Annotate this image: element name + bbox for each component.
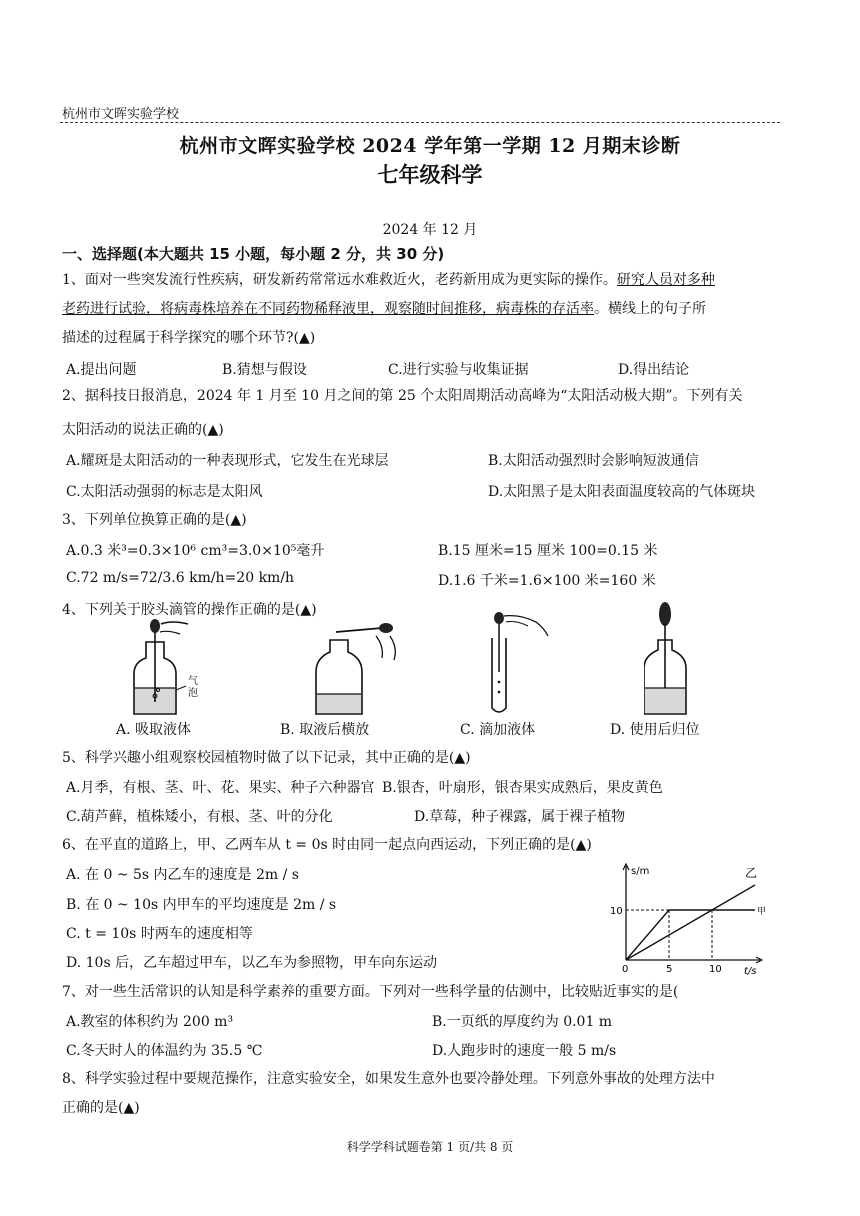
q2-line1: 2、据科技日报消息，2024 年 1 月至 10 月之间的第 25 个太阳周期活动高峰为“太阳活动极大期”。下列有关 xyxy=(62,388,743,404)
series-line-yi xyxy=(626,885,755,960)
q1-underlined-text: 老药进行试验，将病毒株培养在不同药物稀释液里，观察随时间推移，病毒株的存活率 xyxy=(62,301,594,317)
q1-option-c: C.进行实验与收集证据 xyxy=(388,362,529,378)
series-label-yi: 乙 xyxy=(745,866,758,880)
q4-option-b: B. 取液后横放 xyxy=(280,722,370,738)
q4-stem: 4、下列关于胶头滴管的操作正确的是(▲) xyxy=(62,602,317,618)
exam-date: 2024 年 12 月 xyxy=(382,222,478,238)
q4-option-c: C. 滴加液体 xyxy=(460,722,536,738)
x-tick-label: 0 xyxy=(622,964,629,975)
q1-underlined-text: 研究人员对多种 xyxy=(616,272,715,288)
q7-stem: 7、对一些生活常识的认知是科学素养的重要方面。下列对一些科学量的估测中，比较贴近事实的是( xyxy=(62,984,679,1000)
q2-option-c: C.太阳活动强弱的标志是太阳风 xyxy=(66,484,263,500)
q1-text: 。横线上的句子所 xyxy=(594,301,706,317)
q2-line2: 太阳活动的说法正确的(▲) xyxy=(62,422,224,438)
dropper-figure-c xyxy=(486,612,566,718)
school-tag: 杭州市文晖实验学校 xyxy=(62,107,180,122)
q1-line1 xyxy=(62,270,715,290)
q5-option-d: D.草莓，种子裸露，属于裸子植物 xyxy=(414,809,626,825)
q6-option-d: D. 10s 后，乙车超过甲车，以乙车为参照物，甲车向东运动 xyxy=(66,955,438,971)
page-footer: 科学学科试题卷第 1 页/共 8 页 xyxy=(346,1140,514,1154)
bubble-label: 气泡 xyxy=(188,676,198,699)
q2-option-a: A.耀斑是太阳活动的一种表现形式，它发生在光球层 xyxy=(66,453,389,469)
q8-line1: 8、科学实验过程中要规范操作，注意实验安全，如果发生意外也要冷静处理。下列意外事故的处理方法中 xyxy=(62,1071,715,1087)
dropper-figure-d xyxy=(644,600,714,718)
q2-option-d: D.太阳黑子是太阳表面温度较高的气体斑块 xyxy=(488,484,756,500)
q6-option-c: C. t = 10s 时两车的速度相等 xyxy=(66,926,253,942)
q3-option-c: C.72 m/s=72/3.6 km/h=20 km/h xyxy=(66,570,295,586)
dropper-figure-b xyxy=(312,618,412,718)
q7-option-a: A.教室的体积约为 200 m³ xyxy=(66,1014,234,1030)
q1-option-d: D.得出结论 xyxy=(618,362,690,378)
q7-option-b: B.一页纸的厚度约为 0.01 m xyxy=(432,1014,613,1030)
x-tick-label: 5 xyxy=(666,964,673,975)
y-axis-label: s/m xyxy=(631,866,650,877)
st-graph xyxy=(608,860,768,976)
exam-subtitle: 七年级科学 xyxy=(377,163,483,187)
q6-option-b: B. 在 0 ~ 10s 内甲车的平均速度是 2m / s xyxy=(66,897,337,913)
q3-stem: 3、下列单位换算正确的是(▲) xyxy=(62,512,247,528)
exam-title: 杭州市文晖实验学校 2024 学年第一学期 12 月期末诊断 xyxy=(179,135,681,157)
q6-stem: 6、在平直的道路上，甲、乙两车从 t = 0s 时由同一起点向西运动，下列正确的是(▲) xyxy=(62,837,592,853)
x-tick-label: 10 xyxy=(709,964,722,975)
q1-option-a: A.提出问题 xyxy=(66,362,137,378)
q1-text: 1、面对一些突发流行性疾病，研发新药常常远水难救近火，老药新用成为更实际的操作。 xyxy=(62,272,617,288)
q1-stem-end: 描述的过程属于科学探究的哪个环节?(▲) xyxy=(62,330,316,346)
q8-line2: 正确的是(▲) xyxy=(62,1100,140,1116)
q5-option-c: C.葫芦藓，植株矮小，有根、茎、叶的分化 xyxy=(66,809,333,825)
q1-option-b: B.猜想与假设 xyxy=(222,362,307,378)
section-heading: 一、选择题(本大题共 15 小题，每小题 2 分，共 30 分) xyxy=(62,245,445,263)
q7-option-c: C.冬天时人的体温约为 35.5 ℃ xyxy=(66,1043,263,1059)
q6-option-a: A. 在 0 ~ 5s 内乙车的速度是 2m / s xyxy=(66,867,299,883)
q2-option-b: B.太阳活动强烈时会影响短波通信 xyxy=(488,453,699,469)
q5-option-b: B.银杏，叶扇形，银杏果实成熟后，果皮黄色 xyxy=(382,780,663,796)
q3-option-b: B.15 厘米=15 厘米 100=0.15 米 xyxy=(438,543,658,559)
q5-option-a: A.月季，有根、茎、叶、花、果实、种子六种器官 xyxy=(66,780,375,796)
q4-option-a: A. 吸取液体 xyxy=(116,722,192,738)
dropper-figure-a xyxy=(128,618,218,718)
q7-option-d: D.人跑步时的速度一般 5 m/s xyxy=(432,1043,617,1059)
series-line-jia xyxy=(626,910,755,960)
q3-option-a: A.0.3 米³=0.3×10⁶ cm³=3.0×10⁵毫升 xyxy=(66,543,325,559)
header-rule xyxy=(60,122,780,123)
q5-stem: 5、科学兴趣小组观察校园植物时做了以下记录，其中正确的是(▲) xyxy=(62,750,471,766)
series-label-jia: 甲 xyxy=(757,907,767,917)
q4-option-d: D. 使用后归位 xyxy=(610,722,700,738)
y-tick-label: 10 xyxy=(610,906,623,917)
q1-line2 xyxy=(62,299,706,319)
q3-option-d: D.1.6 千米=1.6×100 米=160 米 xyxy=(438,573,656,589)
x-axis-label: t/s xyxy=(744,966,757,976)
